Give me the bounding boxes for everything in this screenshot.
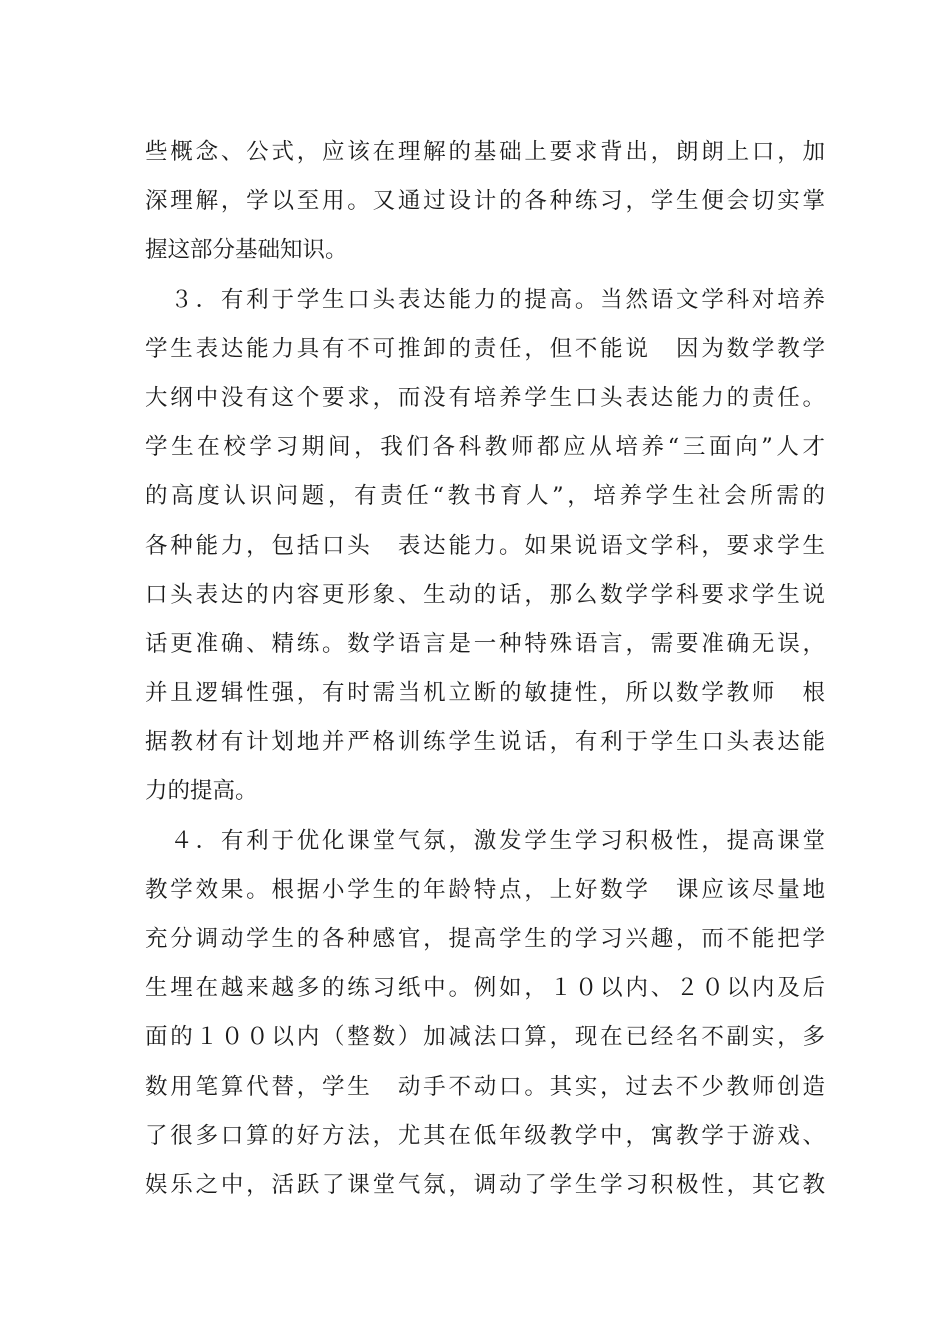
text-line: 了很多口算的好方法，尤其在低年级教学中，寓教学于游戏、	[145, 1122, 825, 1149]
text-line: 力的提高。	[145, 778, 258, 805]
text-line: ４．有利于优化课堂气氛，激发学生学习积极性，提高课堂	[145, 827, 825, 854]
text-line: ３．有利于学生口头表达能力的提高。当然语文学科对培养	[145, 286, 825, 313]
text-line: 些概念、公式，应该在理解的基础上要求背出，朗朗上口，加	[145, 139, 825, 165]
text-line: 数用笔算代替，学生 动手不动口。其实，过去不少教师创造	[145, 1073, 825, 1100]
text-line: 大纲中没有这个要求，而没有培养学生口头表达能力的责任。	[145, 384, 825, 411]
text-line: 学生在校学习期间，我们各科教师都应从培养“三面向”人才	[145, 434, 825, 461]
text-line: 各种能力，包括口头 表达能力。如果说语文学科，要求学生	[145, 532, 825, 559]
text-line: 口头表达的内容更形象、生动的话，那么数学学科要求学生说	[145, 581, 825, 608]
text-line: 的高度认识问题，有责任“教书育人”，培养学生社会所需的	[145, 483, 825, 510]
body-text	[145, 128, 825, 1210]
text-line: 据教材有计划地并严格训练学生说话，有利于学生口头表达能	[145, 729, 825, 756]
text-line: 学生表达能力具有不可推卸的责任，但不能说 因为数学教学	[145, 335, 825, 362]
text-line: 生埋在越来越多的练习纸中。例如，１０以内、２０以内及后	[145, 975, 825, 1002]
text-line: 充分调动学生的各种感官，提高学生的学习兴趣，而不能把学	[145, 926, 825, 952]
text-line: 话更准确、精练。数学语言是一种特殊语言，需要准确无误，	[145, 630, 825, 657]
text-line: 深理解，学以至用。又通过设计的各种练习，学生便会切实掌	[145, 188, 825, 215]
text-line: 握这部分基础知识。	[145, 237, 348, 264]
text-line: 并且逻辑性强，有时需当机立断的敏捷性，所以数学教师 根	[145, 680, 825, 707]
text-line: 教学效果。根据小学生的年龄特点，上好数学 课应该尽量地	[145, 876, 825, 903]
text-line: 面的１００以内（整数）加减法口算，现在已经名不副实，多	[145, 1024, 825, 1051]
text-line: 娱乐之中，活跃了课堂气氛，调动了学生学习积极性，其它教	[145, 1171, 825, 1198]
